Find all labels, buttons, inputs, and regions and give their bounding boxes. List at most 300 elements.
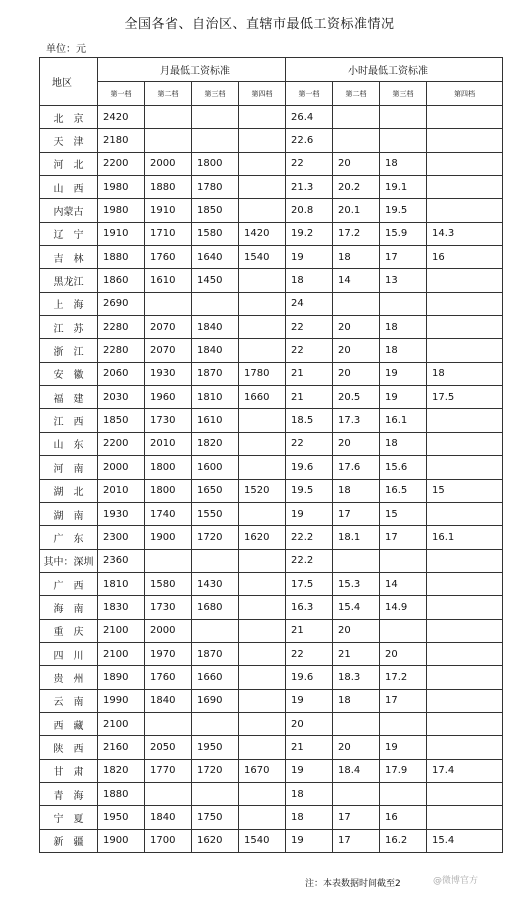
monthly-wage-cell: 2060 — [98, 362, 145, 385]
table-row — [40, 152, 503, 175]
monthly-tier-header: 第三档 — [192, 82, 239, 106]
monthly-wage-cell — [239, 106, 286, 129]
hourly-wage-cell — [427, 712, 503, 735]
table-row — [40, 596, 503, 619]
hourly-wage-cell: 19.2 — [286, 222, 333, 245]
monthly-wage-cell — [239, 339, 286, 362]
monthly-wage-cell — [239, 456, 286, 479]
monthly-wage-cell: 2420 — [98, 106, 145, 129]
monthly-wage-cell: 1930 — [145, 362, 192, 385]
monthly-wage-cell: 1880 — [145, 176, 192, 199]
hourly-wage-cell: 20 — [333, 432, 380, 455]
hourly-wage-cell: 14 — [380, 572, 427, 595]
footnote: 注：本表数据时间截至2 — [305, 879, 401, 889]
hourly-wage-cell: 15 — [427, 479, 503, 502]
monthly-wage-cell — [239, 736, 286, 759]
region-name: 贵 州 — [40, 666, 98, 689]
monthly-wage-cell: 1420 — [239, 222, 286, 245]
region-name: 安 徽 — [40, 362, 98, 385]
monthly-wage-cell — [145, 782, 192, 805]
monthly-wage-cell: 2280 — [98, 316, 145, 339]
region-name: 广 西 — [40, 572, 98, 595]
monthly-wage-cell: 1750 — [192, 806, 239, 829]
region-name: 宁 夏 — [40, 806, 98, 829]
hourly-wage-cell: 17.2 — [333, 222, 380, 245]
hourly-wage-cell: 18.5 — [286, 409, 333, 432]
table-row — [40, 246, 503, 269]
hourly-wage-cell: 15.4 — [427, 829, 503, 852]
region-name: 山 西 — [40, 176, 98, 199]
hourly-wage-cell: 17.5 — [427, 386, 503, 409]
hourly-wage-cell — [427, 129, 503, 152]
monthly-wage-cell — [192, 619, 239, 642]
hourly-wage-cell — [380, 619, 427, 642]
region-name: 江 西 — [40, 409, 98, 432]
monthly-wage-cell: 1810 — [192, 386, 239, 409]
monthly-wage-cell: 1620 — [239, 526, 286, 549]
hourly-wage-cell: 19 — [286, 689, 333, 712]
region-name: 青 海 — [40, 782, 98, 805]
monthly-wage-cell: 1900 — [145, 526, 192, 549]
monthly-wage-cell: 1430 — [192, 572, 239, 595]
monthly-wage-cell — [239, 572, 286, 595]
monthly-wage-cell: 1660 — [239, 386, 286, 409]
table-row — [40, 316, 503, 339]
hourly-wage-cell: 17 — [333, 502, 380, 525]
region-header: 地区 — [40, 58, 98, 106]
monthly-wage-cell: 1670 — [239, 759, 286, 782]
hourly-wage-cell: 20.5 — [333, 386, 380, 409]
hourly-wage-cell: 20 — [333, 736, 380, 759]
table-row — [40, 456, 503, 479]
table-row — [40, 806, 503, 829]
region-name: 云 南 — [40, 689, 98, 712]
table-row — [40, 572, 503, 595]
hourly-wage-cell — [380, 549, 427, 572]
monthly-wage-cell: 2000 — [145, 152, 192, 175]
monthly-wage-cell: 2010 — [145, 432, 192, 455]
monthly-wage-cell: 1540 — [239, 246, 286, 269]
hourly-wage-cell: 14.3 — [427, 222, 503, 245]
table-row — [40, 642, 503, 665]
hourly-wage-cell: 24 — [286, 292, 333, 315]
hourly-wage-cell: 19.5 — [286, 479, 333, 502]
table-row — [40, 736, 503, 759]
monthly-wage-cell: 1600 — [192, 456, 239, 479]
monthly-wage-cell: 1850 — [98, 409, 145, 432]
hourly-wage-cell — [427, 666, 503, 689]
hourly-wage-cell: 17.4 — [427, 759, 503, 782]
hourly-wage-cell: 16 — [427, 246, 503, 269]
hourly-wage-cell: 18 — [286, 782, 333, 805]
hourly-wage-cell: 18 — [380, 432, 427, 455]
hourly-wage-cell: 20.8 — [286, 199, 333, 222]
monthly-wage-cell — [239, 292, 286, 315]
hourly-wage-cell — [427, 736, 503, 759]
hourly-wage-cell: 21 — [286, 386, 333, 409]
hourly-wage-cell: 20 — [333, 152, 380, 175]
monthly-wage-cell — [145, 106, 192, 129]
monthly-wage-cell: 1450 — [192, 269, 239, 292]
table-row — [40, 362, 503, 385]
monthly-wage-cell: 1730 — [145, 596, 192, 619]
region-name: 河 南 — [40, 456, 98, 479]
monthly-header: 月最低工资标准 — [98, 58, 286, 82]
hourly-wage-cell: 18 — [427, 362, 503, 385]
hourly-wage-cell — [427, 806, 503, 829]
hourly-wage-cell: 16.5 — [380, 479, 427, 502]
monthly-wage-cell: 1860 — [98, 269, 145, 292]
table-row — [40, 619, 503, 642]
monthly-wage-cell: 1800 — [192, 152, 239, 175]
table-row — [40, 129, 503, 152]
monthly-wage-cell: 1840 — [192, 339, 239, 362]
hourly-wage-cell: 22.6 — [286, 129, 333, 152]
hourly-wage-cell — [380, 106, 427, 129]
hourly-wage-cell: 13 — [380, 269, 427, 292]
page-title: 全国各省、自治区、直辖市最低工资标准情况 — [124, 17, 395, 32]
region-name: 其中：深圳 — [40, 549, 98, 572]
region-name: 福 建 — [40, 386, 98, 409]
monthly-wage-cell: 1800 — [145, 479, 192, 502]
table-row — [40, 526, 503, 549]
hourly-wage-cell: 17 — [333, 806, 380, 829]
region-name: 吉 林 — [40, 246, 98, 269]
hourly-wage-cell: 17 — [333, 829, 380, 852]
monthly-wage-cell — [239, 596, 286, 619]
hourly-wage-cell: 18.3 — [333, 666, 380, 689]
monthly-wage-cell: 1900 — [98, 829, 145, 852]
hourly-wage-cell: 18 — [380, 339, 427, 362]
monthly-wage-cell — [192, 292, 239, 315]
region-name: 北 京 — [40, 106, 98, 129]
monthly-wage-cell: 1810 — [98, 572, 145, 595]
monthly-tier-header: 第一档 — [98, 82, 145, 106]
monthly-wage-cell: 1800 — [145, 456, 192, 479]
hourly-wage-cell: 20 — [333, 339, 380, 362]
hourly-wage-cell: 20.2 — [333, 176, 380, 199]
monthly-wage-cell: 1950 — [192, 736, 239, 759]
monthly-wage-cell — [192, 129, 239, 152]
hourly-wage-cell — [333, 292, 380, 315]
monthly-wage-cell: 2100 — [98, 619, 145, 642]
hourly-wage-cell — [427, 572, 503, 595]
region-name: 西 藏 — [40, 712, 98, 735]
monthly-wage-cell: 1890 — [98, 666, 145, 689]
region-name: 江 苏 — [40, 316, 98, 339]
monthly-wage-cell: 1760 — [145, 246, 192, 269]
hourly-wage-cell: 16 — [380, 806, 427, 829]
hourly-wage-cell: 18 — [286, 269, 333, 292]
hourly-wage-cell: 14 — [333, 269, 380, 292]
hourly-wage-cell: 17.6 — [333, 456, 380, 479]
monthly-wage-cell: 1650 — [192, 479, 239, 502]
table-row — [40, 549, 503, 572]
table-row — [40, 712, 503, 735]
table-row — [40, 829, 503, 852]
table-row — [40, 502, 503, 525]
hourly-wage-cell: 19.1 — [380, 176, 427, 199]
hourly-wage-cell: 21.3 — [286, 176, 333, 199]
monthly-wage-cell — [239, 269, 286, 292]
monthly-wage-cell: 2050 — [145, 736, 192, 759]
hourly-wage-cell — [427, 689, 503, 712]
region-name: 广 东 — [40, 526, 98, 549]
hourly-wage-cell — [427, 502, 503, 525]
hourly-wage-cell: 22 — [286, 432, 333, 455]
region-name: 黑龙江 — [40, 269, 98, 292]
monthly-wage-cell — [192, 549, 239, 572]
monthly-wage-cell: 1830 — [98, 596, 145, 619]
hourly-wage-cell — [427, 269, 503, 292]
monthly-wage-cell: 2280 — [98, 339, 145, 362]
table-row — [40, 666, 503, 689]
monthly-wage-cell — [239, 806, 286, 829]
monthly-wage-cell: 1880 — [98, 246, 145, 269]
monthly-wage-cell: 1680 — [192, 596, 239, 619]
monthly-wage-cell: 1540 — [239, 829, 286, 852]
monthly-wage-cell: 2000 — [145, 619, 192, 642]
table-row — [40, 199, 503, 222]
monthly-wage-cell: 1640 — [192, 246, 239, 269]
hourly-wage-cell: 15.4 — [333, 596, 380, 619]
monthly-wage-cell: 1980 — [98, 199, 145, 222]
hourly-wage-cell — [427, 549, 503, 572]
monthly-wage-cell: 1820 — [98, 759, 145, 782]
hourly-wage-cell: 19 — [380, 386, 427, 409]
region-name: 河 北 — [40, 152, 98, 175]
monthly-wage-cell: 1990 — [98, 689, 145, 712]
hourly-wage-cell — [333, 782, 380, 805]
hourly-wage-cell: 20 — [380, 642, 427, 665]
monthly-wage-cell: 2300 — [98, 526, 145, 549]
hourly-wage-cell: 19 — [380, 362, 427, 385]
monthly-wage-cell: 1780 — [239, 362, 286, 385]
hourly-wage-cell: 21 — [286, 362, 333, 385]
monthly-wage-cell: 1910 — [145, 199, 192, 222]
monthly-wage-cell: 1720 — [192, 526, 239, 549]
monthly-wage-cell: 2200 — [98, 432, 145, 455]
monthly-wage-cell: 1720 — [192, 759, 239, 782]
region-name: 内蒙古 — [40, 199, 98, 222]
hourly-wage-cell: 20 — [333, 316, 380, 339]
hourly-wage-cell — [427, 199, 503, 222]
hourly-wage-cell: 18 — [333, 479, 380, 502]
hourly-wage-cell: 19.5 — [380, 199, 427, 222]
hourly-wage-cell: 22 — [286, 316, 333, 339]
hourly-wage-cell: 18 — [286, 806, 333, 829]
monthly-wage-cell: 1870 — [192, 642, 239, 665]
hourly-wage-cell: 16.3 — [286, 596, 333, 619]
monthly-tier-header: 第四档 — [239, 82, 286, 106]
monthly-wage-cell — [239, 409, 286, 432]
region-name: 辽 宁 — [40, 222, 98, 245]
monthly-wage-cell — [239, 549, 286, 572]
monthly-wage-cell: 1960 — [145, 386, 192, 409]
hourly-wage-cell: 18.1 — [333, 526, 380, 549]
monthly-wage-cell: 1580 — [145, 572, 192, 595]
monthly-wage-cell — [145, 712, 192, 735]
hourly-wage-cell: 20 — [333, 619, 380, 642]
monthly-wage-cell: 1580 — [192, 222, 239, 245]
region-name: 四 川 — [40, 642, 98, 665]
table-row — [40, 106, 503, 129]
hourly-wage-cell: 18 — [333, 246, 380, 269]
hourly-wage-cell: 16.1 — [380, 409, 427, 432]
hourly-wage-cell: 19 — [380, 736, 427, 759]
monthly-wage-cell: 1780 — [192, 176, 239, 199]
hourly-wage-cell — [427, 782, 503, 805]
region-name: 海 南 — [40, 596, 98, 619]
hourly-wage-cell — [427, 596, 503, 619]
hourly-header: 小时最低工资标准 — [286, 58, 503, 82]
hourly-wage-cell: 17 — [380, 526, 427, 549]
region-name: 重 庆 — [40, 619, 98, 642]
monthly-wage-cell: 1620 — [192, 829, 239, 852]
hourly-wage-cell: 26.4 — [286, 106, 333, 129]
monthly-wage-cell: 2200 — [98, 152, 145, 175]
monthly-wage-cell — [145, 549, 192, 572]
table-row — [40, 386, 503, 409]
monthly-wage-cell — [192, 712, 239, 735]
hourly-wage-cell: 17 — [380, 689, 427, 712]
monthly-wage-cell: 1770 — [145, 759, 192, 782]
monthly-wage-cell — [239, 689, 286, 712]
hourly-wage-cell: 19.6 — [286, 456, 333, 479]
table-row — [40, 176, 503, 199]
monthly-wage-cell: 1610 — [145, 269, 192, 292]
hourly-wage-cell: 15 — [380, 502, 427, 525]
monthly-wage-cell: 1660 — [192, 666, 239, 689]
monthly-wage-cell: 1840 — [145, 806, 192, 829]
table-row — [40, 782, 503, 805]
monthly-tier-header: 第二档 — [145, 82, 192, 106]
hourly-wage-cell: 19 — [286, 829, 333, 852]
table-row — [40, 339, 503, 362]
hourly-wage-cell: 21 — [286, 736, 333, 759]
monthly-wage-cell: 2070 — [145, 316, 192, 339]
hourly-wage-cell — [380, 712, 427, 735]
table-row — [40, 292, 503, 315]
hourly-wage-cell: 22 — [286, 642, 333, 665]
hourly-wage-cell: 18 — [333, 689, 380, 712]
monthly-wage-cell — [145, 292, 192, 315]
hourly-wage-cell: 20 — [333, 362, 380, 385]
hourly-wage-cell: 21 — [333, 642, 380, 665]
monthly-wage-cell: 1520 — [239, 479, 286, 502]
hourly-wage-cell: 16.1 — [427, 526, 503, 549]
monthly-wage-cell: 2070 — [145, 339, 192, 362]
region-name: 天 津 — [40, 129, 98, 152]
region-name: 山 东 — [40, 432, 98, 455]
monthly-wage-cell: 2030 — [98, 386, 145, 409]
hourly-wage-cell: 14.9 — [380, 596, 427, 619]
table-row — [40, 432, 503, 455]
hourly-wage-cell: 22 — [286, 152, 333, 175]
hourly-wage-cell: 17.3 — [333, 409, 380, 432]
hourly-wage-cell — [427, 316, 503, 339]
hourly-wage-cell: 20.1 — [333, 199, 380, 222]
monthly-wage-cell: 2360 — [98, 549, 145, 572]
monthly-wage-cell — [239, 129, 286, 152]
unit-label: 单位：元 — [46, 44, 86, 55]
hourly-wage-cell — [333, 106, 380, 129]
monthly-wage-cell — [239, 666, 286, 689]
monthly-wage-cell: 1820 — [192, 432, 239, 455]
hourly-wage-cell: 21 — [286, 619, 333, 642]
hourly-wage-cell: 19 — [286, 759, 333, 782]
monthly-wage-cell: 1870 — [192, 362, 239, 385]
hourly-tier-header: 第四档 — [427, 82, 503, 106]
monthly-wage-cell — [239, 782, 286, 805]
region-name: 上 海 — [40, 292, 98, 315]
monthly-wage-cell: 1730 — [145, 409, 192, 432]
monthly-wage-cell: 2010 — [98, 479, 145, 502]
hourly-tier-header: 第二档 — [333, 82, 380, 106]
hourly-wage-cell — [427, 619, 503, 642]
hourly-wage-cell: 17 — [380, 246, 427, 269]
monthly-wage-cell: 1850 — [192, 199, 239, 222]
monthly-wage-cell: 1840 — [145, 689, 192, 712]
table-row — [40, 689, 503, 712]
hourly-wage-cell — [333, 549, 380, 572]
hourly-wage-cell — [427, 456, 503, 479]
hourly-wage-cell: 15.6 — [380, 456, 427, 479]
monthly-wage-cell: 2160 — [98, 736, 145, 759]
hourly-wage-cell: 17.5 — [286, 572, 333, 595]
monthly-wage-cell — [239, 502, 286, 525]
monthly-wage-cell: 1550 — [192, 502, 239, 525]
region-name: 湖 北 — [40, 479, 98, 502]
hourly-wage-cell: 18.4 — [333, 759, 380, 782]
region-name: 湖 南 — [40, 502, 98, 525]
monthly-wage-cell: 1950 — [98, 806, 145, 829]
monthly-wage-cell: 2100 — [98, 712, 145, 735]
hourly-wage-cell — [427, 432, 503, 455]
monthly-wage-cell — [239, 152, 286, 175]
monthly-wage-cell: 1880 — [98, 782, 145, 805]
hourly-wage-cell: 17.2 — [380, 666, 427, 689]
hourly-wage-cell: 18 — [380, 152, 427, 175]
monthly-wage-cell — [192, 782, 239, 805]
hourly-wage-cell — [427, 292, 503, 315]
monthly-wage-cell: 1930 — [98, 502, 145, 525]
hourly-wage-cell: 19 — [286, 246, 333, 269]
monthly-wage-cell — [239, 619, 286, 642]
hourly-wage-cell — [380, 292, 427, 315]
hourly-wage-cell — [427, 642, 503, 665]
monthly-wage-cell: 1700 — [145, 829, 192, 852]
hourly-wage-cell: 22 — [286, 339, 333, 362]
monthly-wage-cell: 1740 — [145, 502, 192, 525]
minimum-wage-table — [39, 57, 503, 853]
monthly-wage-cell: 2100 — [98, 642, 145, 665]
region-name: 甘 肃 — [40, 759, 98, 782]
monthly-wage-cell: 1610 — [192, 409, 239, 432]
hourly-tier-header: 第三档 — [380, 82, 427, 106]
monthly-wage-cell: 2180 — [98, 129, 145, 152]
table-row — [40, 222, 503, 245]
monthly-wage-cell: 1710 — [145, 222, 192, 245]
monthly-wage-cell: 1970 — [145, 642, 192, 665]
monthly-wage-cell: 1840 — [192, 316, 239, 339]
hourly-wage-cell — [427, 106, 503, 129]
monthly-wage-cell: 1980 — [98, 176, 145, 199]
table-row — [40, 759, 503, 782]
hourly-wage-cell: 15.3 — [333, 572, 380, 595]
hourly-wage-cell: 20 — [286, 712, 333, 735]
hourly-wage-cell — [333, 712, 380, 735]
